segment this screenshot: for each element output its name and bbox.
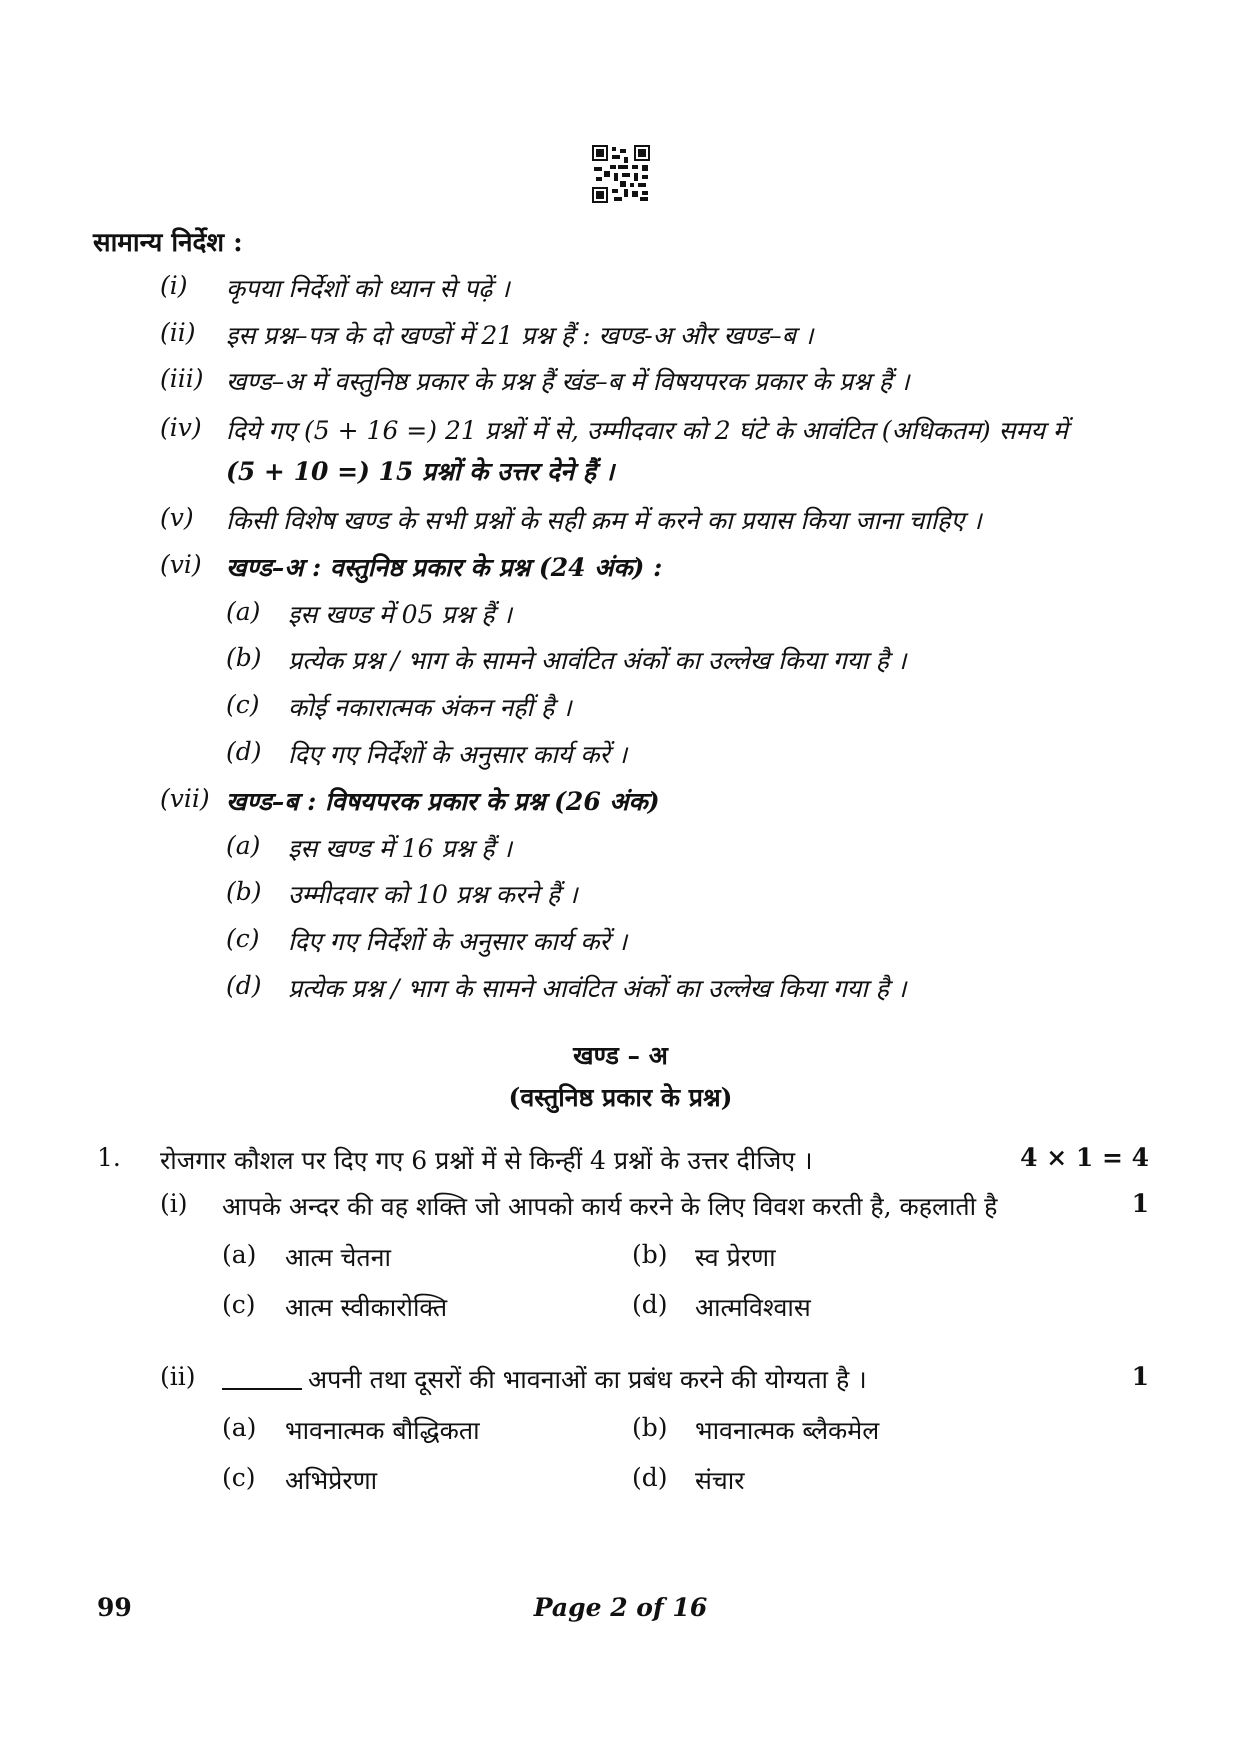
- sub-instruction-label: (a): [226, 597, 261, 626]
- option-text: आत्म स्वीकारोक्ति: [285, 1293, 448, 1322]
- option-text: आत्म चेतना: [285, 1243, 391, 1272]
- part-number: (ii): [160, 1362, 196, 1391]
- qr-code-icon: [592, 145, 650, 203]
- option-text: भावनात्मक ब्लैकमेल: [695, 1416, 880, 1445]
- option-label: (d): [632, 1463, 668, 1492]
- fill-in-blank: [222, 1388, 302, 1390]
- section-title: खण्ड – अ: [573, 1041, 668, 1070]
- question-marks: 4 × 1 = 4: [1020, 1143, 1149, 1172]
- option-label: (a): [222, 1240, 257, 1269]
- question-text: रोजगार कौशल पर दिए गए 6 प्रश्नों में से किन्हीं 4 प्रश्नों के उत्तर दीजिए ।: [160, 1146, 813, 1175]
- option-label: (b): [632, 1413, 668, 1442]
- sub-instruction-label: (b): [226, 877, 262, 906]
- sub-instruction-label: (a): [226, 831, 261, 860]
- instruction-num: (iii): [160, 364, 204, 393]
- part-question: [222, 1362, 867, 1396]
- instruction-num: (v): [160, 503, 194, 532]
- sub-instruction-label: (d): [226, 737, 262, 766]
- option-label: (c): [222, 1290, 256, 1319]
- paper-code: 99: [97, 1593, 132, 1622]
- instruction-num: (vi): [160, 550, 202, 579]
- sub-instruction-text: इस खण्ड में 05 प्रश्न हैं ।: [288, 600, 512, 629]
- option-text: संचार: [695, 1466, 745, 1495]
- sub-instruction-text: कोई नकारात्मक अंकन नहीं है ।: [288, 693, 572, 722]
- instruction-text: किसी विशेष खण्ड के सभी प्रश्नों के सही क्रम में करने का प्रयास किया जाना चाहिए ।: [226, 506, 982, 535]
- instruction-num: (iv): [160, 413, 202, 442]
- instructions-title: सामान्य निर्देश :: [93, 228, 243, 258]
- option-text: स्व प्रेरणा: [695, 1243, 776, 1272]
- sub-instruction-text: दिए गए निर्देशों के अनुसार कार्य करें ।: [288, 740, 628, 769]
- question-number: 1.: [97, 1143, 121, 1172]
- instruction-text: इस प्रश्न–पत्र के दो खण्डों में 21 प्रश्न हैं : खण्ड-अ और खण्ड–ब ।: [226, 321, 814, 350]
- option-label: (a): [222, 1413, 257, 1442]
- page-number: Page 2 of 16: [533, 1593, 708, 1622]
- part-marks: 1: [1131, 1189, 1149, 1218]
- section-b-instruction-heading: खण्ड–ब : विषयपरक प्रकार के प्रश्न (26 अंक): [226, 787, 660, 816]
- sub-instruction-text: दिए गए निर्देशों के अनुसार कार्य करें ।: [288, 927, 628, 956]
- part-text: अपनी तथा दूसरों की भावनाओं का प्रबंध करने की योग्यता है ।: [308, 1365, 867, 1394]
- sub-instruction-text: प्रत्येक प्रश्न / भाग के सामने आवंटित अंकों का उल्लेख किया गया है ।: [288, 974, 907, 1003]
- part-number: (i): [160, 1189, 188, 1218]
- option-text: भावनात्मक बौद्धिकता: [285, 1416, 480, 1445]
- instruction-text: दिये गए (5 + 16 =) 21 प्रश्नों में से, उम्मीदवार को 2 घंटे के आवंटित (अधिकतम) समय में: [226, 416, 1068, 445]
- option-text: अभिप्रेरणा: [285, 1466, 378, 1495]
- sub-instruction-text: उम्मीदवार को 10 प्रश्न करने हैं ।: [288, 880, 578, 909]
- instruction-num: (vii): [160, 784, 210, 813]
- instruction-text: कृपया निर्देशों को ध्यान से पढ़ें ।: [226, 274, 510, 303]
- option-label: (c): [222, 1463, 256, 1492]
- instruction-num: (ii): [160, 318, 196, 347]
- sub-instruction-text: इस खण्ड में 16 प्रश्न हैं ।: [288, 834, 512, 863]
- instruction-text-continued: (5 + 10 =) 15 प्रश्नों के उत्तर देने हैं ।: [226, 457, 615, 486]
- sub-instruction-label: (d): [226, 971, 262, 1000]
- option-label: (d): [632, 1290, 668, 1319]
- sub-instruction-label: (c): [226, 924, 260, 953]
- instruction-num: (i): [160, 271, 188, 300]
- option-text: आत्मविश्वास: [695, 1293, 811, 1322]
- instruction-text: खण्ड–अ में वस्तुनिष्ठ प्रकार के प्रश्न हैं खंड–ब में विषयपरक प्रकार के प्रश्न हैं ।: [226, 367, 910, 396]
- section-subtitle: (वस्तुनिष्ठ प्रकार के प्रश्न): [508, 1083, 733, 1112]
- section-a-instruction-heading: खण्ड–अ : वस्तुनिष्ठ प्रकार के प्रश्न (24 अंक) :: [226, 553, 663, 582]
- sub-instruction-text: प्रत्येक प्रश्न / भाग के सामने आवंटित अंकों का उल्लेख किया गया है ।: [288, 646, 907, 675]
- part-marks: 1: [1131, 1362, 1149, 1391]
- option-label: (b): [632, 1240, 668, 1269]
- sub-instruction-label: (c): [226, 690, 260, 719]
- part-text: आपके अन्दर की वह शक्ति जो आपको कार्य करने के लिए विवश करती है, कहलाती है: [222, 1192, 998, 1221]
- sub-instruction-label: (b): [226, 643, 262, 672]
